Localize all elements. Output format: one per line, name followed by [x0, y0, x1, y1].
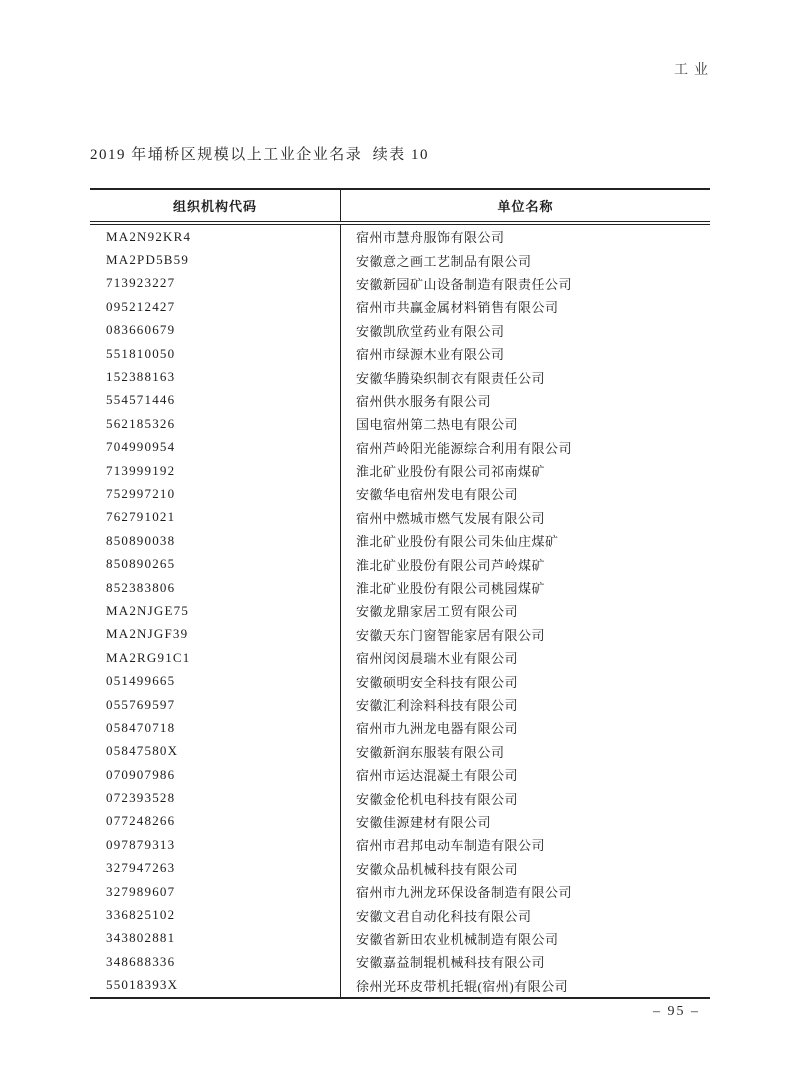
org-code-cell: MA2NJGE75 [90, 599, 341, 622]
section-corner-label: 工业 [674, 63, 714, 78]
table-row [90, 319, 710, 342]
org-code-cell: 336825102 [90, 903, 341, 926]
org-code-cell: 055769597 [90, 693, 341, 716]
org-code-cell: 051499665 [90, 669, 341, 692]
company-name-cell: 安徽金伦机电科技有限公司 [356, 791, 519, 807]
company-name-cell: 宿州中燃城市燃气发展有限公司 [356, 510, 546, 526]
table-row [90, 740, 710, 763]
org-code-cell: MA2NJGF39 [90, 623, 341, 646]
org-code-cell: 348688336 [90, 950, 341, 973]
company-name-cell: 安徽华腾染织制衣有限责任公司 [356, 370, 546, 386]
org-code-cell: MA2RG91C1 [90, 646, 341, 669]
company-name-cell: 宿州闵闵晨瑞木业有限公司 [356, 651, 519, 667]
company-name-cell: 淮北矿业股份有限公司朱仙庄煤矿 [356, 534, 559, 550]
org-code-cell: MA2N92KR4 [90, 223, 341, 248]
table-row [90, 342, 710, 365]
company-name-cell: 宿州市君邦电动车制造有限公司 [356, 838, 546, 854]
org-code-cell: 562185326 [90, 412, 341, 435]
company-name-cell: 安徽硕明安全科技有限公司 [356, 674, 519, 690]
table-row [90, 295, 710, 318]
company-name-cell: 淮北矿业股份有限公司祁南煤矿 [356, 464, 546, 480]
company-name-cell: 安徽文君自动化科技有限公司 [356, 908, 532, 924]
enterprise-table [90, 188, 710, 999]
table-row [90, 716, 710, 739]
table-row [90, 810, 710, 833]
company-name-cell: 安徽凯欣堂药业有限公司 [356, 323, 505, 339]
org-code-cell: 327947263 [90, 857, 341, 880]
table-body [90, 223, 710, 998]
table-row [90, 880, 710, 903]
company-name-cell: 安徽佳源建材有限公司 [356, 814, 492, 830]
org-code-cell: 713999192 [90, 459, 341, 482]
org-code-cell: 55018393X [90, 974, 341, 998]
company-name-cell: 宿州市慧舟服饰有限公司 [356, 230, 505, 246]
org-code-cell: 852383806 [90, 576, 341, 599]
table-row [90, 529, 710, 552]
org-code-cell: 713923227 [90, 272, 341, 295]
org-code-cell: 072393528 [90, 786, 341, 809]
org-code-cell: 850890038 [90, 529, 341, 552]
table-row [90, 974, 710, 998]
org-code-cell: 554571446 [90, 389, 341, 412]
column-header-org-code: 组织机构代码 [90, 189, 341, 223]
company-name-cell: 安徽汇利涂料科技有限公司 [356, 698, 519, 713]
org-code-cell: 05847580X [90, 740, 341, 763]
company-name-cell: 安徽意之画工艺制品有限公司 [356, 253, 532, 269]
org-code-cell: 058470718 [90, 716, 341, 739]
table-row [90, 669, 710, 692]
company-name-cell: 宿州市共赢金属材料销售有限公司 [356, 300, 559, 316]
company-name-cell: 安徽龙鼎家居工贸有限公司 [356, 604, 519, 620]
table-row [90, 646, 710, 669]
org-code-cell: 704990954 [90, 436, 341, 459]
column-header-unit-name: 单位名称 [341, 189, 711, 223]
org-code-cell: 070907986 [90, 763, 341, 786]
org-code-cell: 762791021 [90, 506, 341, 529]
company-name-cell: 淮北矿业股份有限公司桃园煤矿 [356, 581, 546, 597]
org-code-cell: MA2PD5B59 [90, 248, 341, 271]
table-row [90, 786, 710, 809]
company-name-cell: 安徽省新田农业机械制造有限公司 [356, 931, 559, 947]
table-header [90, 189, 710, 223]
table-row [90, 272, 710, 295]
company-name-cell: 淮北矿业股份有限公司芦岭煤矿 [356, 557, 546, 573]
company-name-cell: 宿州供水服务有限公司 [356, 393, 492, 409]
table-row [90, 365, 710, 388]
company-name-cell: 徐州光环皮带机托辊(宿州)有限公司 [356, 978, 569, 994]
table-row [90, 506, 710, 529]
table-row [90, 459, 710, 482]
table-row [90, 576, 710, 599]
table-row [90, 436, 710, 459]
table-row [90, 552, 710, 575]
org-code-cell: 095212427 [90, 295, 341, 318]
company-name-cell: 安徽天东门窗智能家居有限公司 [356, 627, 546, 643]
table-row [90, 412, 710, 435]
company-name-cell: 宿州芦岭阳光能源综合利用有限公司 [356, 440, 573, 456]
table-row [90, 599, 710, 622]
org-code-cell: 097879313 [90, 833, 341, 856]
company-name-cell: 安徽嘉益制辊机械科技有限公司 [356, 955, 546, 971]
company-name-cell: 宿州市绿源木业有限公司 [356, 347, 505, 363]
table-row [90, 223, 710, 248]
table-header-row [90, 189, 710, 223]
table-row [90, 903, 710, 926]
page-number: – 95 – [653, 1004, 700, 1019]
org-code-cell: 850890265 [90, 552, 341, 575]
table-row [90, 248, 710, 271]
company-name-cell: 安徽新园矿山设备制造有限责任公司 [356, 276, 573, 292]
org-code-cell: 343802881 [90, 927, 341, 950]
table-row [90, 927, 710, 950]
table-row [90, 389, 710, 412]
company-name-cell: 宿州市运达混凝土有限公司 [356, 768, 519, 784]
company-name-cell: 宿州市九洲龙环保设备制造有限公司 [356, 885, 573, 901]
org-code-cell: 077248266 [90, 810, 341, 833]
company-name-cell: 安徽华电宿州发电有限公司 [356, 487, 519, 503]
table-row [90, 693, 710, 716]
page-title: 2019 年埇桥区规模以上工业企业名录 续表 10 [90, 147, 430, 163]
org-code-cell: 083660679 [90, 319, 341, 342]
table-row [90, 623, 710, 646]
company-name-cell: 安徽众品机械科技有限公司 [356, 861, 519, 877]
org-code-cell: 327989607 [90, 880, 341, 903]
table-row [90, 763, 710, 786]
table-row [90, 833, 710, 856]
org-code-cell: 752997210 [90, 482, 341, 505]
table-row [90, 857, 710, 880]
company-name-cell: 宿州市九洲龙电器有限公司 [356, 721, 519, 737]
org-code-cell: 551810050 [90, 342, 341, 365]
table-row [90, 950, 710, 973]
org-code-cell: 152388163 [90, 365, 341, 388]
company-name-cell: 国电宿州第二热电有限公司 [356, 417, 519, 433]
table-row [90, 482, 710, 505]
company-name-cell: 安徽新润东服装有限公司 [356, 744, 505, 760]
